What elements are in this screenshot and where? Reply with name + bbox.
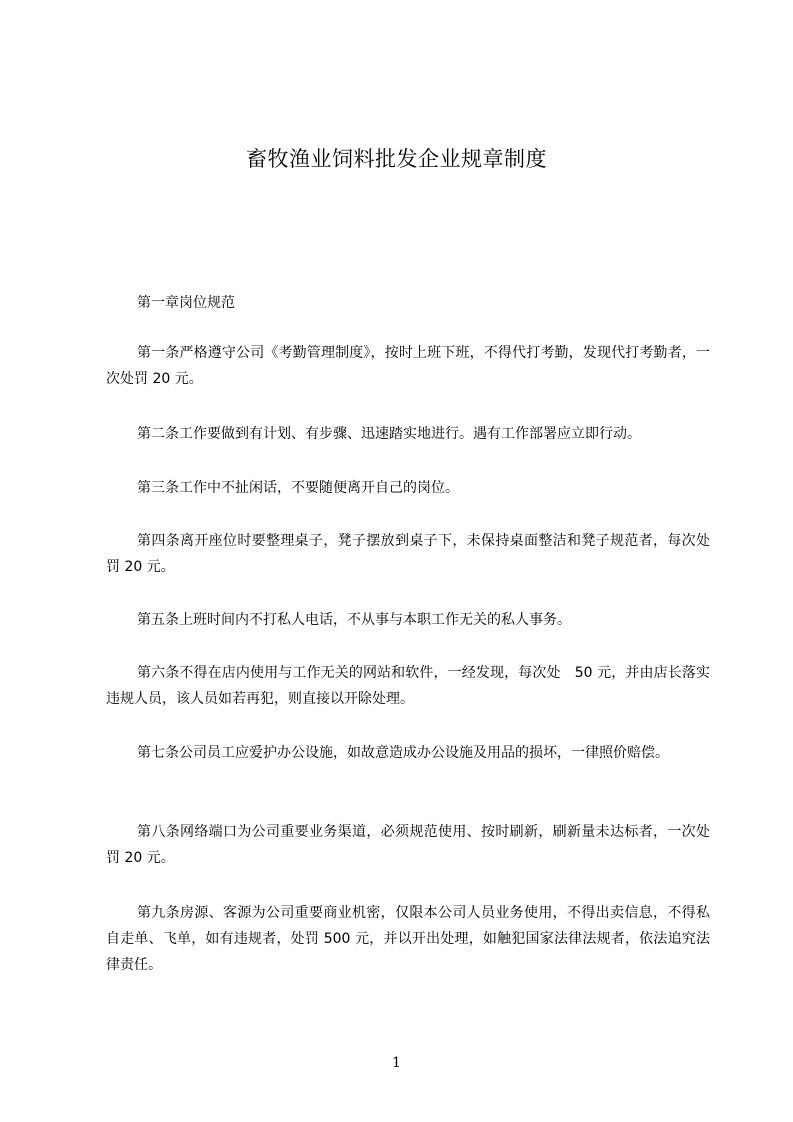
chapter-heading: 第一章岗位规范 [137, 295, 235, 311]
article-5: 第五条上班时间内不打私人电话，不从事与本职工作无关的私人事务。 [137, 612, 571, 628]
article-9: 第九条房源、客源为公司重要商业机密，仅限本公司人员业务使用，不得出卖信息，不得私自走单、飞单，如有违规者，处罚 500 元，并以开出处理，如触犯国家法律法规者，依法追究法律责任。 [106, 905, 710, 973]
document-title: 畜牧渔业饲料批发企业规章制度 [246, 147, 547, 171]
article-3: 第三条工作中不扯闲话，不要随便离开自己的岗位。 [137, 480, 459, 496]
article-7: 第七条公司员工应爱护办公设施，如故意造成办公设施及用品的损坏，一律照价赔偿。 [137, 745, 669, 761]
article-1: 第一条严格遵守公司《考勤管理制度》，按时上班下班，不得代打考勤，发现代打考勤者，一次处罚 20 元。 [106, 345, 710, 387]
article-4: 第四条离开座位时要整理桌子，凳子摆放到桌子下，未保持桌面整洁和凳子规范者，每次处罚 20 元。 [106, 533, 710, 575]
article-6: 第六条不得在店内使用与工作无关的网站和软件，一经发现，每次处 50 元，并由店长落实违规人员，该人员如若再犯，则直接以开除处理。 [106, 665, 710, 707]
article-8: 第八条网络端口为公司重要业务渠道，必须规范使用、按时刷新，刷新量未达标者，一次处罚 20 元。 [106, 824, 710, 866]
page-number: 1 [392, 1055, 401, 1071]
article-2: 第二条工作要做到有计划、有步骤、迅速踏实地进行。遇有工作部署应立即行动。 [137, 426, 641, 442]
